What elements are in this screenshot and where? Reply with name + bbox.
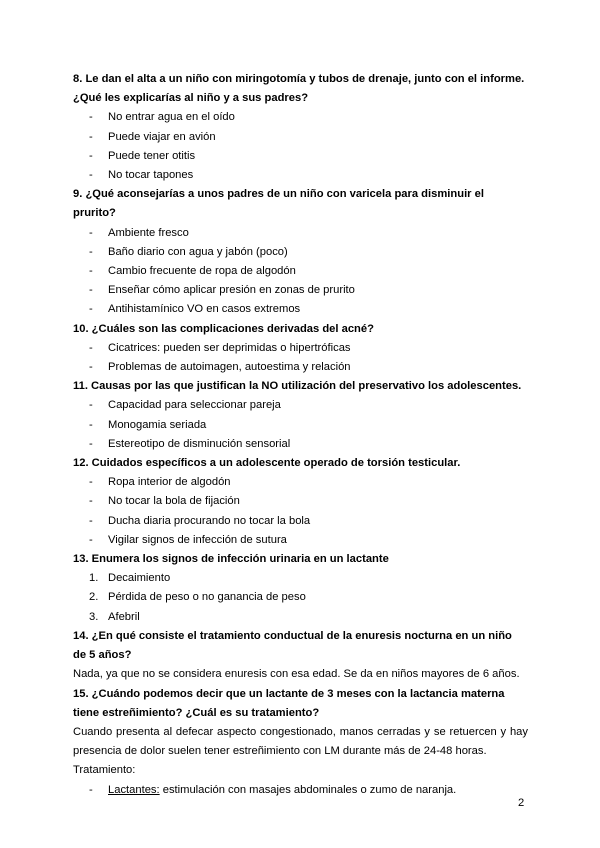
question-13-title: 13. Enumera los signos de infección urinaria en un lactante [73,553,389,566]
list-item: - Ducha diaria procurando no tocar la bola [89,514,311,527]
list-item: - Lactantes: estimulación con masajes abdominales o zumo de naranja. [89,783,457,796]
question-15-list [73,781,528,800]
question-10-title: 10. ¿Cuáles son las complicaciones derivadas del acné? [73,322,374,335]
list-item: 3. Afebril [89,610,140,623]
question-15-answer: Cuando presenta al defecar aspecto congestionado, manos cerradas y se retuercen y hay presencia de dolor suelen tener estreñimiento con LM durante más de 24-48 horas. [73,725,528,758]
list-item: - Problemas de autoimagen, autoestima y relación [89,361,351,374]
list-item: - Cambio frecuente de ropa de algodón [89,265,296,278]
page-number: 2 [518,797,525,809]
item-label: Lactantes: [108,783,160,796]
list-item: - No tocar tapones [89,169,194,182]
question-12-title: 12. Cuidados específicos a un adolescente operado de torsión testicular. [73,457,461,470]
list-item: - Vigilar signos de infección de sutura [89,533,287,546]
list-item: - No entrar agua en el oído [89,111,235,124]
list-item: - Puede viajar en avión [89,130,216,143]
list-item: - Cicatrices: pueden ser deprimidas o hipertróficas [89,341,351,354]
question-9-title: 9. ¿Qué aconsejarías a unos padres de un niño con varicela para disminuir el prurito? [73,188,484,220]
list-item: - Enseñar cómo aplicar presión en zonas de prurito [89,284,355,297]
list-item: - No tocar la bola de fijación [89,495,240,508]
question-12-list [73,473,528,550]
list-item: - Baño diario con agua y jabón (poco) [89,245,288,258]
list-item: - Ropa interior de algodón [89,476,231,489]
list-item: - Puede tener otitis [89,149,196,162]
list-item: - Estereotipo de disminución sensorial [89,437,291,450]
question-11-list [73,396,528,454]
list-item: 2. Pérdida de peso o no ganancia de peso [89,591,306,604]
question-14-title: 14. ¿En qué consiste el tratamiento conductual de la enuresis nocturna en un niño de 5 años? [73,629,512,662]
list-item: - Antihistamínico VO en casos extremos [89,303,301,316]
document-body [73,70,528,800]
question-15-title: 15. ¿Cuándo podemos decir que un lactante de 3 meses con la lactancia materna tiene estreñimiento? ¿Cuál es su tratamiento? [73,687,505,719]
list-item: - Capacidad para seleccionar pareja [89,399,281,412]
list-item: - Ambiente fresco [89,226,189,239]
question-8-title: 8. Le dan el alta a un niño con miringotomía y tubos de drenaje, junto con el informe. ¿Qué les explicarías al niño y a sus padres? [73,73,525,105]
question-8-list [73,108,528,185]
question-9-list [73,224,528,320]
question-11-title: 11. Causas por las que justifican la NO utilización del preservativo los adolescentes. [73,380,522,393]
question-15-treatment-label: Tratamiento: [73,764,136,777]
list-item: 1. Decaimiento [89,572,171,585]
question-14-answer: Nada, ya que no se considera enuresis con esa edad. Se da en niños mayores de 6 años. [73,668,520,681]
question-13-list [73,569,528,627]
question-10-list [73,339,528,377]
list-item: - Monogamia seriada [89,418,207,431]
